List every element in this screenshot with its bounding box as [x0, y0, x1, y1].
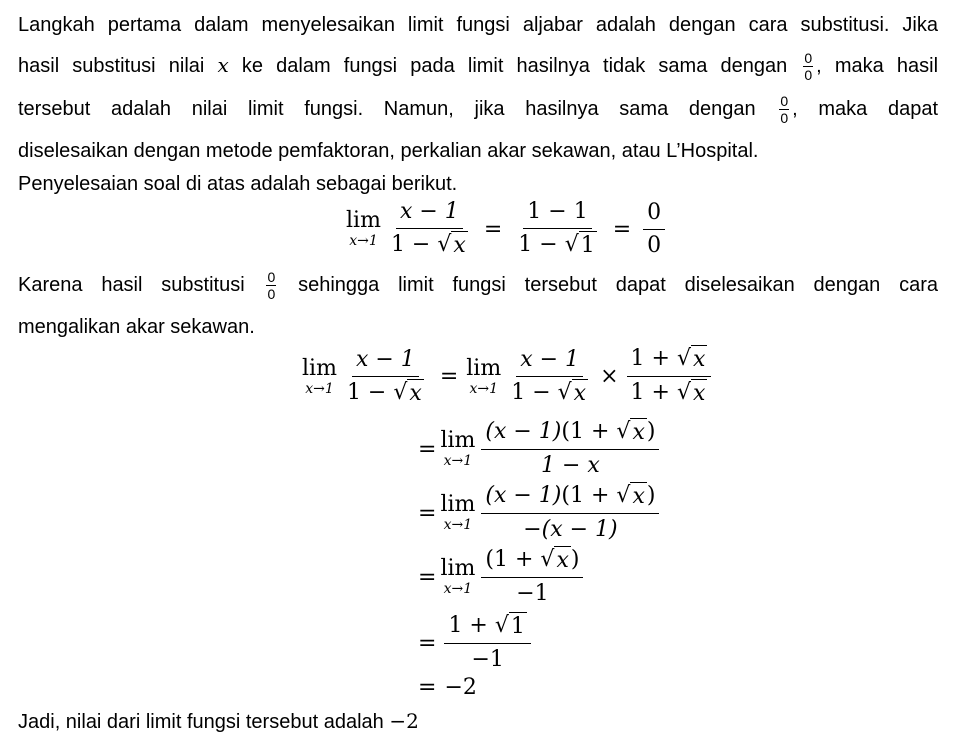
middle-line-1: [18, 263, 938, 307]
limit-operator: [302, 357, 337, 397]
intro-text-2a: hasil substitusi nilai: [18, 55, 205, 77]
lim-word: lim: [440, 556, 476, 581]
derivation-row-5: [418, 612, 535, 674]
frac-num: x − 1: [516, 346, 583, 377]
equals-sign: =: [418, 675, 437, 700]
intro-text-4: diselesaikan dengan metode pemfaktoran, perkalian akar sekawan, atau L’Hospital.: [18, 140, 759, 162]
frac-den: 1 − x: [541, 453, 600, 478]
radicand: x: [693, 381, 706, 406]
radicand: x: [693, 347, 706, 372]
radicand: x: [632, 420, 645, 445]
lim-word: lim: [440, 428, 476, 453]
sqrt-x: √ x: [437, 232, 466, 258]
radicand: x: [453, 233, 466, 258]
middle-text-1b: sehingga limit fungsi tersebut dapat diselesaikan dengan cara: [298, 274, 939, 296]
limit-operator: [346, 209, 381, 249]
frac-num: [481, 418, 659, 450]
radicand: x: [632, 484, 645, 509]
fraction-evaluated: [444, 612, 530, 674]
middle-text-1a: Karena hasil substitusi: [18, 274, 245, 296]
den-text: 1 −: [518, 232, 558, 257]
intro-text-3a: tersebut adalah nilai limit fungsi. Namun, jika hasilnya sama dengan: [18, 98, 756, 120]
intro-text-1: Langkah pertama dalam menyelesaikan limit fungsi aljabar adalah dengan cara substitusi. Jika: [18, 14, 938, 36]
fraction-zero-over-zero-3: [266, 269, 276, 302]
conclusion-text: Jadi, nilai dari limit fungsi tersebut adalah: [18, 711, 384, 733]
sqrt-x: √ x: [676, 346, 706, 372]
sqrt-x: √ x: [393, 379, 422, 406]
equals-sign: =: [418, 630, 437, 656]
sqrt-x: √ x: [540, 547, 569, 573]
derivation-row-3: [418, 482, 663, 544]
limit-operator: [440, 493, 475, 533]
sqrt-1: √ 1: [494, 613, 525, 639]
num-part: (x − 1): [485, 483, 562, 508]
fraction-substituted: [514, 198, 600, 260]
lim-word: lim: [302, 355, 337, 381]
num-part: (x − 1): [485, 419, 562, 444]
num-text: 1 +: [493, 547, 534, 572]
equals-sign: =: [418, 564, 437, 590]
fraction-main: [387, 198, 472, 260]
lim-sub: x→1: [469, 380, 498, 397]
equals-sign: =: [439, 364, 459, 389]
frac-den: [627, 377, 712, 408]
frac-den: [514, 229, 600, 260]
den-text: 1 +: [630, 380, 670, 405]
radicand: x: [556, 548, 569, 573]
sqrt-x: √ x: [676, 380, 706, 406]
intro-text-3b: , maka dapat: [792, 98, 938, 120]
intro-text-5: Penyelesaian soal di atas adalah sebagai berikut.: [18, 173, 458, 195]
den-text: 1 −: [346, 379, 387, 405]
frac-num: 1 − 1: [523, 198, 591, 229]
fraction-negated: [481, 482, 659, 544]
derivation-row-2: [418, 418, 663, 480]
den-text: 1 −: [511, 379, 551, 405]
middle-line-2: [18, 312, 255, 342]
radicand: x: [409, 380, 422, 406]
intro-line-5: [18, 169, 457, 199]
lim-sub: x→1: [443, 581, 473, 597]
fraction-zero-over-zero: [803, 50, 813, 83]
frac-den: −1: [516, 581, 549, 606]
lim-word: lim: [440, 492, 476, 517]
frac-num: 0: [643, 199, 665, 230]
den-text: 1 −: [390, 232, 431, 257]
variable-x: x: [217, 53, 229, 77]
intro-line-3: [18, 87, 938, 131]
equals-sign: =: [483, 216, 503, 242]
result-value: −2: [444, 675, 477, 700]
intro-line-4: [18, 136, 758, 166]
num-text: 1 +: [569, 419, 610, 444]
fraction-main: [343, 346, 428, 408]
frac-den: 0: [267, 286, 276, 303]
intro-line-2: [18, 43, 938, 88]
fraction-zero-over-zero-2: [779, 93, 789, 126]
radicand: 1: [580, 233, 595, 258]
lim-sub: x→1: [443, 453, 473, 469]
limit-operator: [440, 429, 475, 469]
frac-num: x − 1: [396, 198, 463, 229]
fraction-main: [507, 346, 592, 408]
frac-den: 0: [780, 110, 789, 127]
frac-den: 0: [647, 232, 662, 258]
frac-num: [627, 345, 712, 377]
paren-open: (: [485, 547, 494, 572]
frac-den: −(x − 1): [523, 517, 618, 542]
sqrt-1: √ 1: [564, 232, 595, 258]
frac-num: [481, 482, 659, 514]
equals-sign: =: [418, 500, 437, 526]
frac-den: −1: [471, 647, 504, 672]
frac-den: [507, 377, 592, 408]
paren-close: ): [646, 483, 656, 508]
derivation-row-1: [302, 345, 715, 408]
equation-substitution: [346, 198, 669, 260]
num-text: 1 +: [569, 483, 610, 508]
derivation-row-6: [418, 675, 477, 700]
num-text: 1 +: [448, 613, 488, 638]
frac-den: [387, 229, 472, 260]
conclusion-line: [18, 706, 419, 737]
paren-close: ): [646, 419, 656, 444]
lim-sub: x→1: [349, 233, 378, 249]
paren-close: ): [570, 547, 580, 572]
limit-operator: [440, 557, 475, 597]
derivation-row-4: [418, 546, 587, 608]
intro-text-2b: ke dalam fungsi pada limit hasilnya tidak sama dengan: [241, 55, 788, 77]
frac-num: [444, 612, 530, 644]
radicand: x: [573, 380, 587, 406]
intro-line-1: [18, 3, 938, 47]
fraction-conjugate: [627, 345, 712, 408]
sqrt-x: √ x: [616, 419, 645, 445]
paren-open: (: [561, 483, 570, 508]
fraction-expanded: [481, 418, 659, 480]
num-text: 1 +: [630, 346, 670, 371]
equals-sign: =: [418, 436, 437, 462]
frac-num: x − 1: [352, 346, 419, 377]
lim-sub: x→1: [443, 517, 473, 533]
frac-den: 0: [804, 67, 813, 84]
frac-den: [343, 377, 428, 408]
frac-num: 0: [267, 269, 276, 286]
lim-sub: x→1: [305, 380, 334, 397]
frac-num: [481, 546, 583, 578]
frac-num: 0: [780, 93, 789, 110]
fraction-simplified: [481, 546, 583, 608]
lim-word: lim: [346, 208, 381, 233]
fraction-zero-zero: [643, 199, 665, 260]
frac-num: 0: [804, 50, 813, 67]
intro-text-2c: , maka hasil: [816, 55, 939, 77]
paren-open: (: [561, 419, 570, 444]
equals-sign: =: [612, 216, 632, 242]
radicand: 1: [510, 614, 525, 639]
sqrt-x: √ x: [616, 483, 645, 509]
sqrt-x: √ x: [557, 379, 587, 406]
lim-word: lim: [466, 355, 502, 381]
middle-text-2: mengalikan akar sekawan.: [18, 316, 255, 338]
limit-operator: [466, 357, 501, 397]
conclusion-value: −2: [389, 709, 419, 733]
times-sign: ×: [600, 364, 619, 389]
